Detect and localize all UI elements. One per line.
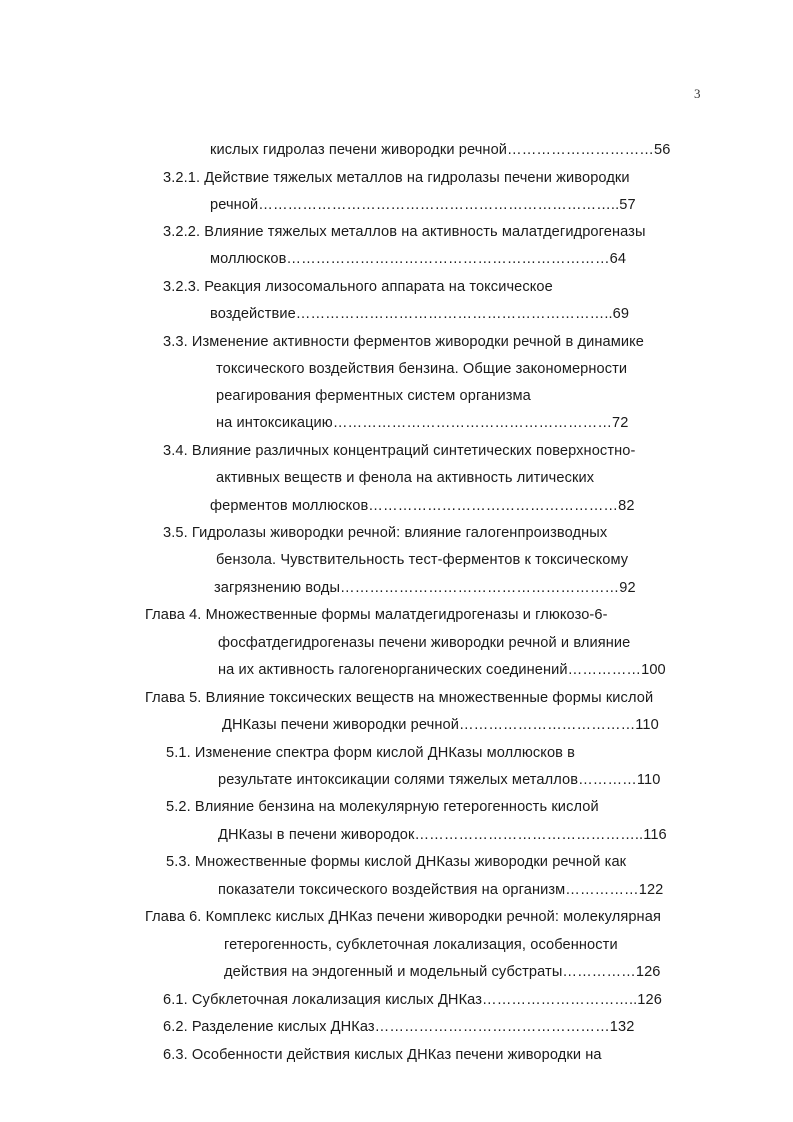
toc-line: Глава 5. Влияние токсических веществ на множественные формы кислой <box>145 690 654 706</box>
toc-line: действия на эндогенный и модельный субстраты……………126 <box>224 964 661 980</box>
toc-line: 3.2.3. Реакция лизосомального аппарата на токсическое <box>163 279 553 295</box>
toc-line: ферментов моллюсков……………………………………………82 <box>210 498 635 514</box>
toc-line: загрязнению воды…………………………………………………92 <box>214 580 636 596</box>
toc-line: гетерогенность, субклеточная локализация, особенности <box>224 937 618 953</box>
toc-line: речной………………………………………………………………..57 <box>210 197 636 213</box>
toc-line: 5.3. Множественные формы кислой ДНКазы живородки речной как <box>166 854 627 870</box>
toc-line: Глава 6. Комплекс кислых ДНКаз печени живородки речной: молекулярная <box>145 909 661 925</box>
toc-line: активных веществ и фенола на активность литических <box>216 470 595 486</box>
toc-line: бензола. Чувствительность тест-ферментов к токсическому <box>216 552 629 568</box>
toc-line: Глава 4. Множественные формы малатдегидрогеназы и глюкозо-6- <box>145 607 608 623</box>
toc-line: 3.3. Изменение активности ферментов живородки речной в динамике <box>163 334 644 350</box>
toc-line: ДНКазы в печени живородок………………………………………..116 <box>218 827 667 843</box>
toc-line: показатели токсического воздействия на организм……………122 <box>218 882 664 898</box>
toc-line: моллюсков…………………………………………………………64 <box>210 251 627 267</box>
toc-line: ДНКазы печени живородки речной………………………………110 <box>222 717 659 733</box>
toc-line: 3.2.2. Влияние тяжелых металлов на активность малатдегидрогеназы <box>163 224 646 240</box>
toc-line: на интоксикацию…………………………………………………72 <box>216 415 629 431</box>
toc-line: 6.2. Разделение кислых ДНКаз…………………………………………132 <box>163 1019 635 1035</box>
toc-line: воздействие………………………………………………………..69 <box>210 306 630 322</box>
toc-line: 6.1. Субклеточная локализация кислых ДНКаз…………………………..126 <box>163 992 662 1008</box>
toc-line: 6.3. Особенности действия кислых ДНКаз печени живородки на <box>163 1047 602 1063</box>
toc-line: фосфатдегидрогеназы печени живородки речной и влияние <box>218 635 631 651</box>
toc-line: 5.2. Влияние бензина на молекулярную гетерогенность кислой <box>166 799 599 815</box>
toc-line: на их активность галогенорганических соединений……………100 <box>218 662 666 678</box>
toc-line: реагирования ферментных систем организма <box>216 388 531 404</box>
toc-line: кислых гидролаз печени живородки речной…………………………56 <box>210 142 671 158</box>
toc-line: 3.4. Влияние различных концентраций синтетических поверхностно- <box>163 443 636 459</box>
toc-line: 3.5. Гидролазы живородки речной: влияние галогенпроизводных <box>163 525 608 541</box>
page-number: 3 <box>694 86 701 101</box>
toc-line: 5.1. Изменение спектра форм кислой ДНКазы моллюсков в <box>166 745 576 761</box>
toc-line: токсического воздействия бензина. Общие закономерности <box>216 361 628 377</box>
toc-line: результате интоксикации солями тяжелых металлов…………110 <box>218 772 661 788</box>
toc-line: 3.2.1. Действие тяжелых металлов на гидролазы печени живородки <box>163 170 630 186</box>
